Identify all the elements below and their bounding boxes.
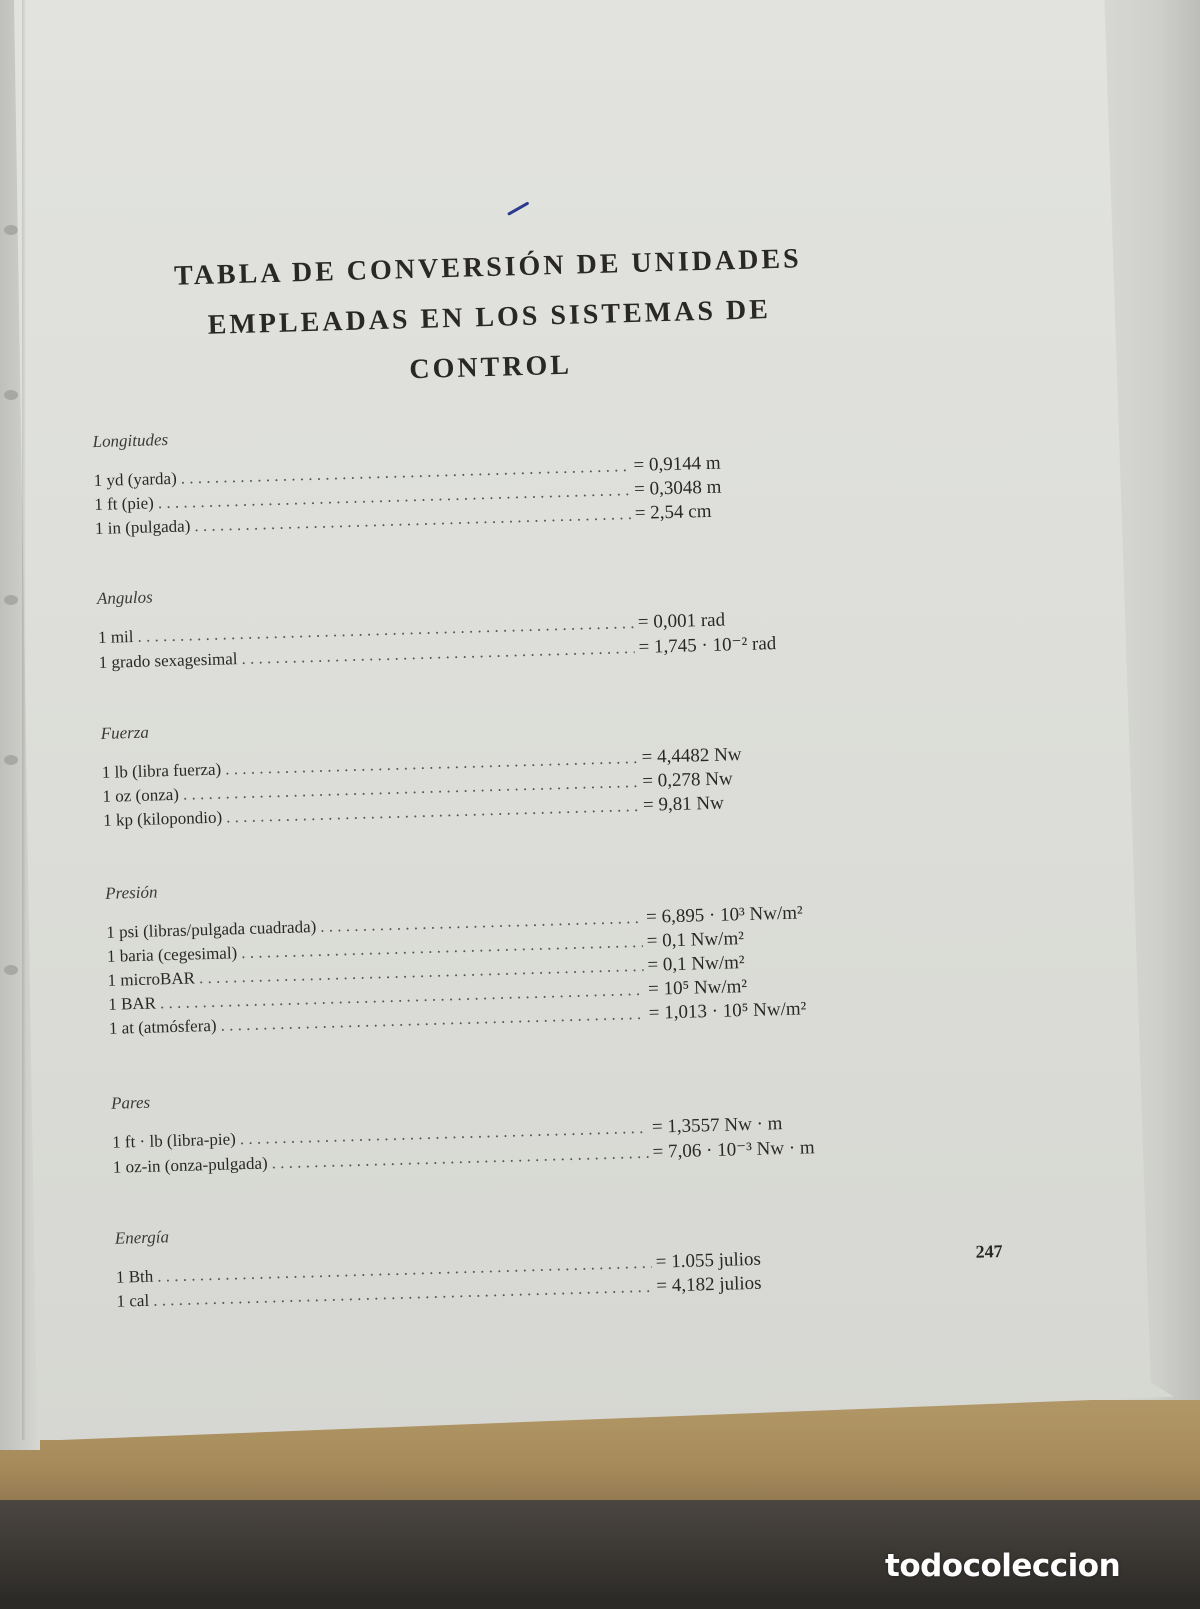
unit-label: 1 mil: [97, 627, 134, 647]
section-title: Presión: [104, 882, 158, 903]
section-energia: [115, 1208, 877, 1315]
pen-mark: [507, 201, 529, 215]
unit-label: 1 Bth: [115, 1266, 154, 1287]
unit-value: = 0,9144 m: [633, 452, 721, 476]
unit-value: = 0,1 Nw/m²: [647, 952, 745, 976]
section-angulos: [97, 568, 859, 675]
unit-label: 1 baria (cegesimal): [106, 943, 238, 966]
unit-value: = 1,745 · 10⁻² rad: [638, 633, 777, 658]
section-title: Energía: [114, 1227, 170, 1248]
unit-value: = 1.055 julios: [655, 1248, 762, 1273]
unit-value: = 4,4482 Nw: [641, 744, 742, 768]
section-title: Pares: [110, 1092, 151, 1113]
section-title: Longitudes: [92, 429, 169, 452]
unit-value: = 0,3048 m: [633, 476, 722, 500]
unit-value: = 4,182 julios: [656, 1272, 762, 1297]
unit-label: 1 microBAR: [107, 968, 196, 990]
page-title: [137, 233, 841, 402]
unit-label: 1 yd (yarda): [93, 468, 177, 491]
unit-value: = 0,1 Nw/m²: [646, 928, 745, 952]
unit-value: = 0,278 Nw: [641, 768, 733, 792]
watermark-logo: todocoleccion: [885, 1548, 1121, 1584]
unit-label: 1 ft · lb (libra-pie): [111, 1129, 237, 1152]
unit-value: = 10⁵ Nw/m²: [647, 976, 748, 1000]
unit-value: = 2,54 cm: [634, 500, 712, 524]
section-pares: [111, 1073, 873, 1180]
unit-label: 1 in (pulgada): [94, 516, 191, 539]
title-line-1: TABLA DE CONVERSIÓN DE UNIDADES: [173, 243, 803, 292]
unit-label: 1 grado sexagesimal: [98, 649, 238, 672]
title-line-2: EMPLEADAS EN LOS SISTEMAS DE CONTROL: [207, 294, 772, 386]
unit-label: 1 BAR: [108, 993, 157, 1014]
unit-value: = 0,001 rad: [637, 609, 726, 633]
unit-label: 1 oz-in (onza-pulgada): [112, 1153, 268, 1177]
unit-value: = 7,06 · 10⁻³ Nw · m: [652, 1137, 815, 1163]
page-number: 247: [975, 1240, 1003, 1262]
unit-value: = 6,895 · 10³ Nw/m²: [645, 902, 804, 928]
unit-value: = 9,81 Nw: [642, 792, 725, 816]
unit-value: = 1,3557 Nw · m: [651, 1113, 783, 1138]
unit-label: 1 psi (libras/pulgada cuadrada): [106, 917, 317, 942]
section-fuerza: [100, 703, 863, 834]
unit-label: 1 kp (kilopondio): [102, 807, 223, 830]
section-title: Angulos: [96, 587, 153, 609]
section-title: Fuerza: [100, 722, 150, 743]
unit-value: = 1,013 · 10⁵ Nw/m²: [648, 998, 807, 1024]
section-presion: [105, 863, 869, 1042]
unit-label: 1 ft (pie): [94, 493, 155, 515]
unit-label: 1 cal: [116, 1290, 150, 1311]
unit-label: 1 oz (onza): [102, 784, 180, 806]
unit-label: 1 at (atmósfera): [108, 1015, 217, 1038]
section-longitudes: [92, 411, 855, 542]
unit-label: 1 lb (libra fuerza): [101, 759, 222, 782]
